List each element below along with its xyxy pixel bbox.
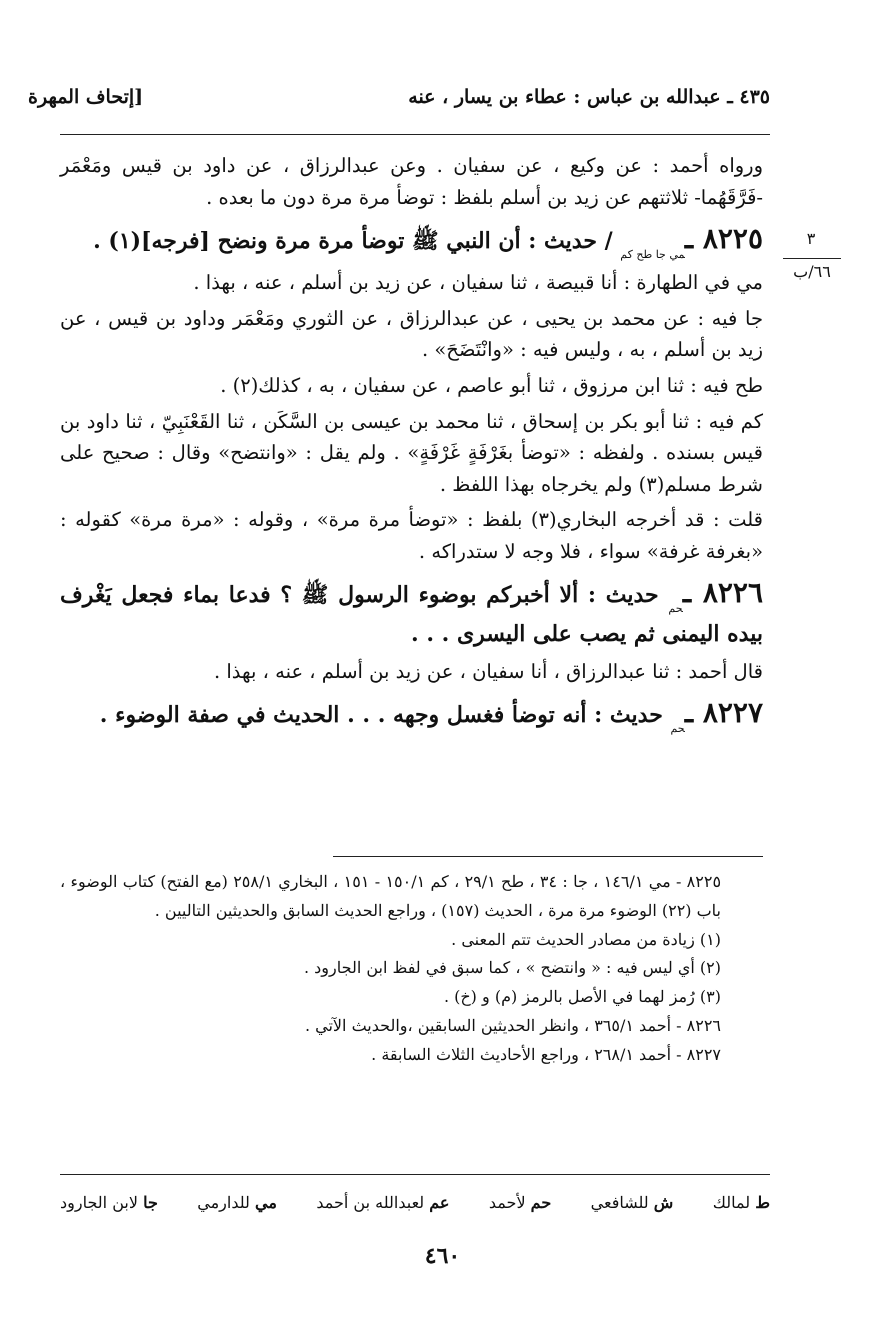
footnote-source-8225: ٨٢٢٥ - مي ١٤٦/١ ، جا : ٣٤ ، طح ٢٩/١ ، كم ١٥٠/١ - ١٥١ ، البخاري ٢٥٨/١ (مع الفتح) كتاب الوضوء ، باب (٢٢) الوضوء مرة مرة ، الحديث (١٥٧) ، وراجع الحديث السابق والحديثين التاليين .	[60, 872, 722, 920]
legend-item: حم لأحمد	[488, 1193, 552, 1212]
legend-item: ط لمالك	[712, 1193, 770, 1212]
footnote-3: (٣) رُمز لهما في الأصل بالرمز (م) و (خ) .	[443, 987, 721, 1007]
paragraph-qultu: قلت : قد أخرجه البخاري(٣) بلفظ : «توضأ مرة مرة» ، وقوله : «مرة مرة» كقوله : «بغرفة غرفة» سواء ، فلا وجه لا ستدراكه .	[60, 508, 763, 563]
margin-ref-folio: ٦٦/ب	[793, 262, 831, 281]
margin-ref-number: ٣	[806, 229, 816, 248]
legend-item: جا لابن الجارود	[60, 1193, 158, 1212]
hadith-number: ٨٢٢٥ ـ	[684, 222, 763, 256]
footnote-rule	[333, 856, 763, 857]
symbol-legend	[60, 1193, 770, 1212]
legend-rule	[60, 1174, 770, 1175]
header-rule	[60, 134, 770, 135]
hadith-number: ٨٢٢٧ ـ	[684, 696, 763, 730]
legend-item: مي للدارمي	[197, 1193, 277, 1212]
hadith-text: حديث : أنه توضأ فغسل وجهه . . . الحديث في صفة الوضوء .	[99, 702, 663, 729]
hadith-8225	[60, 217, 763, 263]
footnote-source-8227: ٨٢٢٧ - أحمد ٢٦٨/١ ، وراجع الأحاديث الثلاث السابقة .	[371, 1044, 721, 1064]
source-symbols: حم	[670, 722, 685, 736]
paragraph-mi: مي في الطهارة : أنا قبيصة ، ثنا سفيان ، عن زيد بن أسلم ، عنه ، بهذا .	[193, 271, 763, 295]
legend-item: عم لعبدالله بن أحمد	[316, 1193, 450, 1212]
source-symbols: حم	[668, 602, 683, 616]
hadith-text: حديث : ألا أخبركم بوضوء الرسول ﷺ ؟ فدعا بماء فجعل يَغْرف بيده اليمنى ثم يصب على اليسرى . . .	[60, 582, 763, 648]
hadith-text: / حديث : أن النبي ﷺ توضأ مرة مرة ونضح [فرجه](١) .	[93, 228, 613, 255]
paragraph-ahmad: ورواه أحمد : عن وكيع ، عن سفيان . وعن عبدالرزاق ، عن داود بن قيس ومَعْمَر -فَرَّقَهُما- ثلاثتهم عن زيد بن أسلم بلفظ : توضأ مرة مرة دون ما بعده .	[60, 154, 763, 209]
hadith-8226	[60, 571, 763, 651]
hadith-number: ٨٢٢٦ ـ	[682, 576, 763, 610]
footnote-1: (١) زيادة من مصادر الحديث تتم المعنى .	[451, 929, 721, 949]
main-text	[60, 150, 763, 741]
paragraph-kam: كم فيه : ثنا أبو بكر بن إسحاق ، ثنا محمد بن عيسى بن السَّكَن ، ثنا القَعْنَبِيّ ، ثنا داود بن قيس بسنده . ولفظه : «توضأ بغَرْفَةٍ غَرْفَةٍ» . ولم يقل : «وانتضح» وقال : صحيح على شرط مسلم(٣) ولم يخرجاه بهذا اللفظ .	[60, 409, 763, 496]
paragraph-tah: طح فيه : ثنا ابن مرزوق ، ثنا أبو عاصم ، عن سفيان ، به ، كذلك(٢) .	[220, 373, 763, 397]
source-symbols: مي جا طح كم	[620, 248, 685, 262]
footnotes	[60, 868, 763, 1070]
legend-item: ش للشافعي	[590, 1193, 674, 1212]
margin-ref-divider	[783, 258, 841, 259]
paragraph-ahmad-isnad: قال أحمد : ثنا عبدالرزاق ، أنا سفيان ، عن زيد بن أسلم ، عنه ، بهذا .	[213, 659, 763, 683]
page-number: ٤٦٠	[424, 1243, 461, 1269]
footnote-source-8226: ٨٢٢٦ - أحمد ٣٦٥/١ ، وانظر الحديثين السابقين ،والحديث الآتي .	[304, 1015, 721, 1035]
footnote-2: (٢) أي ليس فيه : « وانتضح » ، كما سبق في لفظ ابن الجارود .	[303, 958, 721, 978]
paragraph-ja: جا فيه : عن محمد بن يحيى ، عن عبدالرزاق ، عن الثوري ومَعْمَر وداود بن قيس ، عن زيد بن أسلم ، به ، وليس فيه : «وانْتَضَحَ» .	[60, 306, 763, 362]
hadith-8227	[60, 691, 763, 737]
running-header-title: ٤٣٥ ـ عبدالله بن عباس : عطاء بن يسار ، عنه	[408, 86, 770, 108]
running-header-book: [إتحاف المهرة	[28, 86, 144, 108]
